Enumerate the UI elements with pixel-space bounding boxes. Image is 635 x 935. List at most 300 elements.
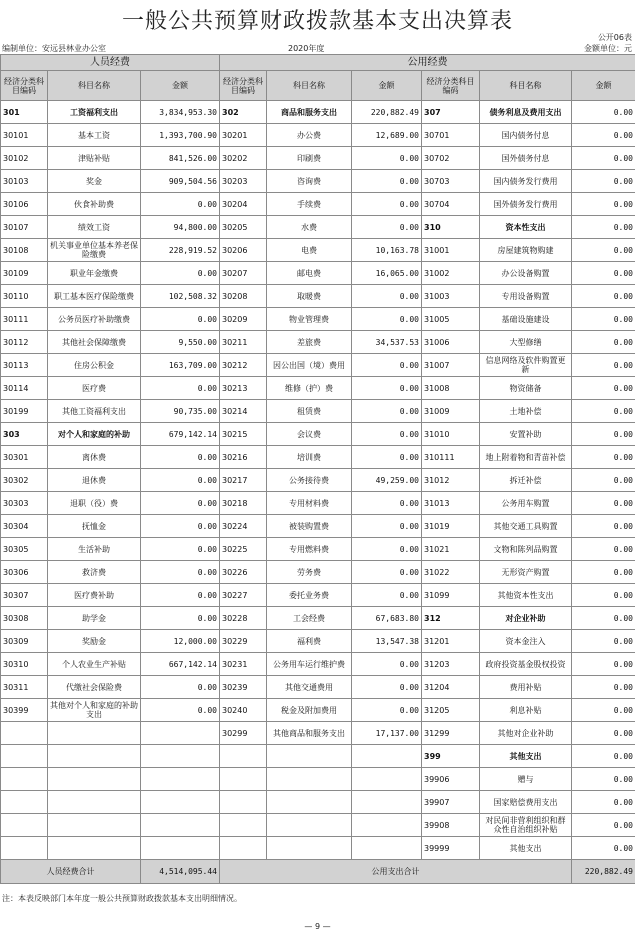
cell-code: 30224 <box>220 515 267 538</box>
cell-name: 公务用车运行维护费 <box>267 653 352 676</box>
cell-amount: 0.00 <box>572 285 635 308</box>
cell-amount: 0.00 <box>572 791 635 814</box>
cell-code: 30239 <box>220 676 267 699</box>
table-row <box>1 699 635 722</box>
table-row <box>1 492 635 515</box>
cell-code: 30108 <box>1 239 48 262</box>
cell-code: 30199 <box>1 400 48 423</box>
cell-amount: 0.00 <box>572 124 635 147</box>
cell-code: 31013 <box>422 492 480 515</box>
cell-code <box>1 791 48 814</box>
cell-amount: 0.00 <box>352 561 422 584</box>
cell-amount: 0.00 <box>572 722 635 745</box>
cell-amount: 841,526.00 <box>141 147 220 170</box>
cell-name: 专用燃料费 <box>267 538 352 561</box>
cell-amount <box>141 837 220 860</box>
cell-code: 303 <box>1 423 48 446</box>
cell-code: 30227 <box>220 584 267 607</box>
cell-name <box>267 791 352 814</box>
cell-code: 30225 <box>220 538 267 561</box>
cell-name: 对民间非营利组织和群众性自治组织补贴 <box>480 814 572 837</box>
page-number: — 9 — <box>304 922 331 931</box>
cell-amount: 0.00 <box>572 147 635 170</box>
cell-name <box>267 745 352 768</box>
fiscal-year: 2020年度 <box>288 44 325 53</box>
table-row <box>1 285 635 308</box>
cell-amount: 94,800.00 <box>141 216 220 239</box>
cell-code: 30307 <box>1 584 48 607</box>
cell-code: 31021 <box>422 538 480 561</box>
cell-amount: 0.00 <box>572 561 635 584</box>
cell-code: 30206 <box>220 239 267 262</box>
cell-amount: 0.00 <box>352 584 422 607</box>
cell-amount: 0.00 <box>572 377 635 400</box>
cell-name: 国内债务发行费用 <box>480 170 572 193</box>
cell-amount: 0.00 <box>572 354 635 377</box>
cell-amount: 9,550.00 <box>141 331 220 354</box>
cell-name: 国外债务发行费用 <box>480 193 572 216</box>
cell-amount: 0.00 <box>572 469 635 492</box>
cell-name <box>267 814 352 837</box>
cell-code: 31006 <box>422 331 480 354</box>
cell-name: 代缴社会保险费 <box>48 676 141 699</box>
cell-code: 30301 <box>1 446 48 469</box>
table-row <box>1 400 635 423</box>
cell-code: 30226 <box>220 561 267 584</box>
cell-code <box>1 814 48 837</box>
personnel-total-label: 人员经费合计 <box>1 860 141 884</box>
cell-amount: 0.00 <box>141 308 220 331</box>
table-row <box>1 193 635 216</box>
cell-amount: 0.00 <box>352 653 422 676</box>
cell-code: 310111 <box>422 446 480 469</box>
cell-name: 房屋建筑物购建 <box>480 239 572 262</box>
cell-code: 30702 <box>422 147 480 170</box>
cell-name: 国内债务付息 <box>480 124 572 147</box>
cell-code: 30114 <box>1 377 48 400</box>
col-header-name: 科目名称 <box>48 71 141 101</box>
cell-amount: 3,834,953.30 <box>141 101 220 124</box>
cell-code: 30212 <box>220 354 267 377</box>
cell-amount: 17,137.00 <box>352 722 422 745</box>
personnel-total-amount: 4,514,095.44 <box>141 860 220 884</box>
cell-code: 30103 <box>1 170 48 193</box>
cell-code: 30703 <box>422 170 480 193</box>
cell-code: 39906 <box>422 768 480 791</box>
cell-name: 对企业补助 <box>480 607 572 630</box>
cell-code: 31005 <box>422 308 480 331</box>
col-header-code: 经济分类科目编码 <box>1 71 48 101</box>
cell-code <box>1 837 48 860</box>
cell-name: 其他商品和服务支出 <box>267 722 352 745</box>
cell-amount: 0.00 <box>572 630 635 653</box>
cell-name <box>48 745 141 768</box>
cell-code: 30107 <box>1 216 48 239</box>
cell-code: 30208 <box>220 285 267 308</box>
cell-amount: 0.00 <box>572 239 635 262</box>
cell-amount: 0.00 <box>141 193 220 216</box>
cell-name: 其他对企业补助 <box>480 722 572 745</box>
col-header-code: 经济分类科目编码 <box>220 71 267 101</box>
cell-name: 税金及附加费用 <box>267 699 352 722</box>
cell-code: 30704 <box>422 193 480 216</box>
cell-name: 会议费 <box>267 423 352 446</box>
cell-name: 职业年金缴费 <box>48 262 141 285</box>
cell-name: 维修（护）费 <box>267 377 352 400</box>
cell-name: 商品和服务支出 <box>267 101 352 124</box>
cell-code: 30308 <box>1 607 48 630</box>
table-row <box>1 722 635 745</box>
cell-name: 被装购置费 <box>267 515 352 538</box>
cell-code: 30306 <box>1 561 48 584</box>
cell-amount <box>352 745 422 768</box>
cell-name: 工会经费 <box>267 607 352 630</box>
cell-code: 30216 <box>220 446 267 469</box>
table-row <box>1 469 635 492</box>
cell-amount: 0.00 <box>352 170 422 193</box>
cell-amount: 0.00 <box>572 538 635 561</box>
cell-code: 30310 <box>1 653 48 676</box>
cell-code: 30217 <box>220 469 267 492</box>
cell-name: 信息网络及软件购置更新 <box>480 354 572 377</box>
cell-amount: 0.00 <box>572 101 635 124</box>
cell-amount: 16,065.00 <box>352 262 422 285</box>
cell-code: 30203 <box>220 170 267 193</box>
cell-name: 培训费 <box>267 446 352 469</box>
cell-code: 39908 <box>422 814 480 837</box>
cell-name: 咨询费 <box>267 170 352 193</box>
cell-amount: 0.00 <box>572 699 635 722</box>
cell-code <box>220 768 267 791</box>
cell-amount: 0.00 <box>141 469 220 492</box>
cell-amount <box>352 837 422 860</box>
cell-amount: 0.00 <box>572 768 635 791</box>
cell-name: 助学金 <box>48 607 141 630</box>
col-header-amount: 金额 <box>141 71 220 101</box>
cell-amount: 102,508.32 <box>141 285 220 308</box>
cell-code: 30202 <box>220 147 267 170</box>
table-row <box>1 147 635 170</box>
cell-amount: 0.00 <box>572 492 635 515</box>
cell-name: 其他交通工具购置 <box>480 515 572 538</box>
cell-name <box>48 722 141 745</box>
cell-code: 30218 <box>220 492 267 515</box>
cell-code: 30701 <box>422 124 480 147</box>
cell-name: 公务用车购置 <box>480 492 572 515</box>
cell-amount: 90,735.00 <box>141 400 220 423</box>
cell-amount: 220,882.49 <box>352 101 422 124</box>
table-row <box>1 216 635 239</box>
cell-amount: 0.00 <box>572 423 635 446</box>
cell-name: 物资储备 <box>480 377 572 400</box>
table-row <box>1 354 635 377</box>
cell-amount: 0.00 <box>572 446 635 469</box>
cell-amount: 909,504.56 <box>141 170 220 193</box>
cell-amount <box>352 768 422 791</box>
cell-name: 大型修缮 <box>480 331 572 354</box>
cell-code: 307 <box>422 101 480 124</box>
cell-code: 301 <box>1 101 48 124</box>
cell-code: 31201 <box>422 630 480 653</box>
cell-amount: 0.00 <box>352 147 422 170</box>
cell-amount: 0.00 <box>141 377 220 400</box>
cell-amount: 0.00 <box>352 400 422 423</box>
cell-amount: 0.00 <box>572 308 635 331</box>
cell-code: 31019 <box>422 515 480 538</box>
cell-name: 生活补助 <box>48 538 141 561</box>
cell-amount: 10,163.78 <box>352 239 422 262</box>
cell-code: 30311 <box>1 676 48 699</box>
cell-amount <box>141 791 220 814</box>
cell-name: 手续费 <box>267 193 352 216</box>
cell-code: 310 <box>422 216 480 239</box>
table-row <box>1 791 635 814</box>
cell-amount: 0.00 <box>141 262 220 285</box>
cell-name: 因公出国（境）费用 <box>267 354 352 377</box>
cell-name: 土地补偿 <box>480 400 572 423</box>
cell-name: 专用设备购置 <box>480 285 572 308</box>
cell-amount: 0.00 <box>572 814 635 837</box>
table-row <box>1 446 635 469</box>
table-row <box>1 676 635 699</box>
section-public: 公用经费 <box>220 55 635 71</box>
cell-code: 30102 <box>1 147 48 170</box>
cell-name: 住房公积金 <box>48 354 141 377</box>
cell-code: 30305 <box>1 538 48 561</box>
table-row <box>1 101 635 124</box>
footnote: 注：本表反映部门本年度一般公共预算财政拨款基本支出明细情况。 <box>2 894 242 903</box>
cell-amount: 0.00 <box>572 745 635 768</box>
cell-name: 机关事业单位基本养老保险缴费 <box>48 239 141 262</box>
cell-name: 抚恤金 <box>48 515 141 538</box>
cell-code: 30229 <box>220 630 267 653</box>
table-row <box>1 538 635 561</box>
col-header-name: 科目名称 <box>267 71 352 101</box>
cell-name: 退职（役）费 <box>48 492 141 515</box>
cell-code: 302 <box>220 101 267 124</box>
cell-code: 30303 <box>1 492 48 515</box>
cell-code: 31007 <box>422 354 480 377</box>
cell-name: 其他社会保障缴费 <box>48 331 141 354</box>
cell-amount: 0.00 <box>572 676 635 699</box>
section-personnel: 人员经费 <box>1 55 220 71</box>
cell-name: 国外债务付息 <box>480 147 572 170</box>
cell-name: 差旅费 <box>267 331 352 354</box>
cell-name: 其他资本性支出 <box>480 584 572 607</box>
cell-amount: 0.00 <box>352 676 422 699</box>
cell-code: 31002 <box>422 262 480 285</box>
table-row <box>1 630 635 653</box>
cell-code: 30228 <box>220 607 267 630</box>
cell-name: 国家赔偿费用支出 <box>480 791 572 814</box>
cell-name: 其他交通费用 <box>267 676 352 699</box>
cell-code: 30109 <box>1 262 48 285</box>
cell-amount: 0.00 <box>572 262 635 285</box>
totals-row <box>1 860 635 884</box>
cell-amount: 0.00 <box>572 837 635 860</box>
amount-unit: 金额单位：元 <box>584 44 632 53</box>
table-row <box>1 239 635 262</box>
table-row <box>1 653 635 676</box>
table-row <box>1 745 635 768</box>
cell-code: 31003 <box>422 285 480 308</box>
cell-amount: 0.00 <box>572 515 635 538</box>
cell-amount: 0.00 <box>141 446 220 469</box>
cell-name: 离休费 <box>48 446 141 469</box>
cell-amount: 0.00 <box>141 676 220 699</box>
cell-amount: 1,393,700.90 <box>141 124 220 147</box>
table-row <box>1 515 635 538</box>
cell-code: 30299 <box>220 722 267 745</box>
cell-amount <box>352 791 422 814</box>
cell-code: 30204 <box>220 193 267 216</box>
cell-name: 资本性支出 <box>480 216 572 239</box>
cell-amount: 0.00 <box>141 561 220 584</box>
table-row <box>1 561 635 584</box>
cell-name: 其他对个人和家庭的补助支出 <box>48 699 141 722</box>
cell-code: 30201 <box>220 124 267 147</box>
cell-code: 30207 <box>220 262 267 285</box>
cell-name <box>48 791 141 814</box>
cell-amount: 679,142.14 <box>141 423 220 446</box>
cell-name: 其他支出 <box>480 745 572 768</box>
cell-name <box>48 837 141 860</box>
cell-amount <box>141 745 220 768</box>
cell-amount: 12,689.00 <box>352 124 422 147</box>
cell-name: 公务员医疗补助缴费 <box>48 308 141 331</box>
cell-code: 30399 <box>1 699 48 722</box>
cell-code: 30110 <box>1 285 48 308</box>
cell-name: 绩效工资 <box>48 216 141 239</box>
cell-amount: 0.00 <box>141 538 220 561</box>
cell-name: 租赁费 <box>267 400 352 423</box>
cell-name: 基本工资 <box>48 124 141 147</box>
cell-code: 30213 <box>220 377 267 400</box>
table-row <box>1 377 635 400</box>
cell-amount: 13,547.38 <box>352 630 422 653</box>
cell-amount: 0.00 <box>572 653 635 676</box>
cell-name: 其他工资福利支出 <box>48 400 141 423</box>
cell-name: 奖金 <box>48 170 141 193</box>
cell-name: 物业管理费 <box>267 308 352 331</box>
cell-name: 职工基本医疗保险缴费 <box>48 285 141 308</box>
cell-code: 30111 <box>1 308 48 331</box>
reporting-unit: 编制单位：安远县林业办公室 <box>2 44 106 53</box>
cell-amount: 0.00 <box>141 515 220 538</box>
cell-name: 赠与 <box>480 768 572 791</box>
cell-code: 30106 <box>1 193 48 216</box>
table-row <box>1 124 635 147</box>
cell-amount: 0.00 <box>141 607 220 630</box>
cell-code: 31010 <box>422 423 480 446</box>
table-row <box>1 837 635 860</box>
form-code: 公开06表 <box>597 33 632 42</box>
cell-amount: 0.00 <box>572 331 635 354</box>
table-row <box>1 814 635 837</box>
cell-name: 办公设备购置 <box>480 262 572 285</box>
cell-amount: 228,919.52 <box>141 239 220 262</box>
table-row <box>1 308 635 331</box>
cell-amount: 0.00 <box>572 584 635 607</box>
cell-code: 30215 <box>220 423 267 446</box>
cell-name: 津贴补贴 <box>48 147 141 170</box>
cell-code: 30304 <box>1 515 48 538</box>
cell-amount: 667,142.14 <box>141 653 220 676</box>
cell-code: 31022 <box>422 561 480 584</box>
cell-amount: 0.00 <box>352 308 422 331</box>
cell-amount: 0.00 <box>352 193 422 216</box>
cell-name: 医疗费 <box>48 377 141 400</box>
cell-name: 文物和陈列品购置 <box>480 538 572 561</box>
cell-amount: 0.00 <box>352 423 422 446</box>
table-row <box>1 607 635 630</box>
col-header-amount: 金额 <box>352 71 422 101</box>
cell-name: 电费 <box>267 239 352 262</box>
col-header-name: 科目名称 <box>480 71 572 101</box>
cell-amount: 0.00 <box>352 538 422 561</box>
cell-code: 30302 <box>1 469 48 492</box>
cell-name: 债务利息及费用支出 <box>480 101 572 124</box>
expenditure-table <box>0 54 635 884</box>
cell-code: 31009 <box>422 400 480 423</box>
cell-code: 30240 <box>220 699 267 722</box>
cell-amount: 0.00 <box>572 193 635 216</box>
cell-code: 30211 <box>220 331 267 354</box>
cell-amount: 0.00 <box>352 216 422 239</box>
cell-code <box>220 745 267 768</box>
cell-amount: 0.00 <box>141 584 220 607</box>
cell-code: 31204 <box>422 676 480 699</box>
col-header-amount: 金额 <box>572 71 635 101</box>
cell-name: 邮电费 <box>267 262 352 285</box>
cell-name <box>48 814 141 837</box>
cell-amount: 0.00 <box>572 170 635 193</box>
cell-name: 伙食补助费 <box>48 193 141 216</box>
cell-name: 医疗费补助 <box>48 584 141 607</box>
col-header-code: 经济分类科目编码 <box>422 71 480 101</box>
cell-name: 资本金注入 <box>480 630 572 653</box>
column-header-row <box>1 71 635 101</box>
cell-amount: 49,259.00 <box>352 469 422 492</box>
cell-name: 奖励金 <box>48 630 141 653</box>
cell-code <box>220 791 267 814</box>
cell-name: 公务接待费 <box>267 469 352 492</box>
cell-code <box>220 814 267 837</box>
cell-name <box>267 768 352 791</box>
cell-amount: 0.00 <box>352 377 422 400</box>
cell-name: 安置补助 <box>480 423 572 446</box>
table-row <box>1 331 635 354</box>
table-row <box>1 423 635 446</box>
cell-amount: 0.00 <box>572 216 635 239</box>
table-row <box>1 584 635 607</box>
cell-code: 39907 <box>422 791 480 814</box>
cell-amount <box>141 814 220 837</box>
table-row <box>1 262 635 285</box>
cell-code: 312 <box>422 607 480 630</box>
table-row <box>1 170 635 193</box>
cell-code: 30205 <box>220 216 267 239</box>
cell-amount <box>141 768 220 791</box>
cell-amount: 0.00 <box>141 699 220 722</box>
report-title: 一般公共预算财政拨款基本支出决算表 <box>121 9 513 34</box>
cell-code: 31299 <box>422 722 480 745</box>
cell-name: 福利费 <box>267 630 352 653</box>
cell-code <box>1 768 48 791</box>
cell-amount: 0.00 <box>352 446 422 469</box>
cell-name: 对个人和家庭的补助 <box>48 423 141 446</box>
table-row <box>1 768 635 791</box>
